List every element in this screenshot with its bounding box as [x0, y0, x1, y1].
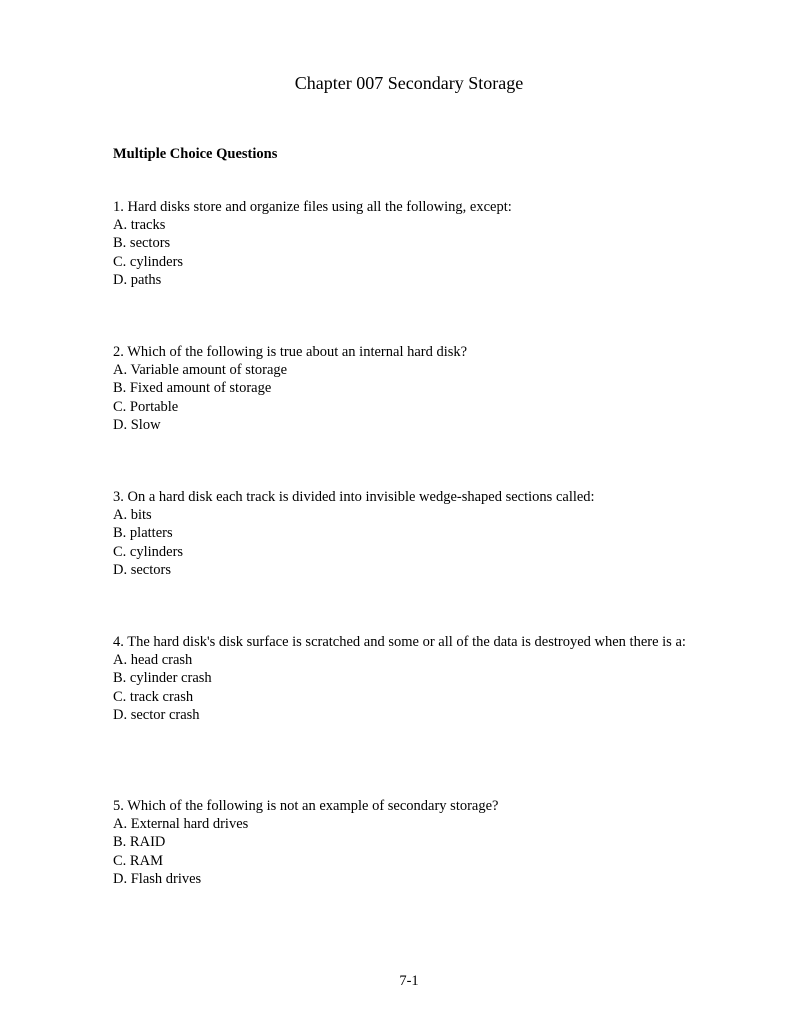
question-1-option-d: D. paths — [113, 271, 162, 288]
question-3-option-d: D. sectors — [113, 561, 171, 578]
question-3-option-a: A. bits — [113, 507, 152, 524]
question-5-option-a: A. External hard drives — [113, 816, 249, 833]
question-4-option-b: B. cylinder crash — [113, 670, 212, 687]
question-1 — [113, 198, 713, 289]
question-2-option-d: D. Slow — [113, 416, 161, 433]
question-4-option-c: C. track crash — [113, 688, 194, 705]
question-4 — [113, 633, 713, 724]
question-5-option-c: C. RAM — [113, 852, 163, 869]
question-1-stem: 1. Hard disks store and organize files using all the following, except: — [113, 199, 512, 215]
question-3-option-c: C. cylinders — [113, 543, 184, 560]
page-number: 7-1 — [399, 973, 419, 989]
question-3-option-b: B. platters — [113, 525, 173, 542]
question-5-option-d: D. Flash drives — [113, 870, 202, 887]
question-2-option-a: A. Variable amount of storage — [113, 362, 288, 379]
question-4-option-a: A. head crash — [113, 652, 193, 669]
page-title: Chapter 007 Secondary Storage — [294, 73, 524, 93]
question-1-option-a: A. tracks — [113, 217, 166, 234]
question-5-stem: 5. Which of the following is not an example of secondary storage? — [113, 798, 499, 814]
question-4-stem: 4. The hard disk's disk surface is scratched and some or all of the data is destroyed when there is a: — [113, 634, 686, 650]
question-3-stem: 3. On a hard disk each track is divided into invisible wedge-shaped sections called: — [113, 489, 595, 505]
question-1-option-c: C. cylinders — [113, 253, 184, 270]
question-2-option-c: C. Portable — [113, 398, 179, 415]
question-2-stem: 2. Which of the following is true about an internal hard disk? — [113, 344, 468, 360]
question-4-option-d: D. sector crash — [113, 706, 200, 723]
question-3 — [113, 488, 713, 579]
question-5-option-b: B. RAID — [113, 834, 166, 851]
question-2-option-b: B. Fixed amount of storage — [113, 380, 272, 397]
question-2 — [113, 343, 713, 434]
section-heading: Multiple Choice Questions — [113, 146, 278, 162]
question-5 — [113, 797, 713, 888]
question-1-option-b: B. sectors — [113, 235, 171, 252]
